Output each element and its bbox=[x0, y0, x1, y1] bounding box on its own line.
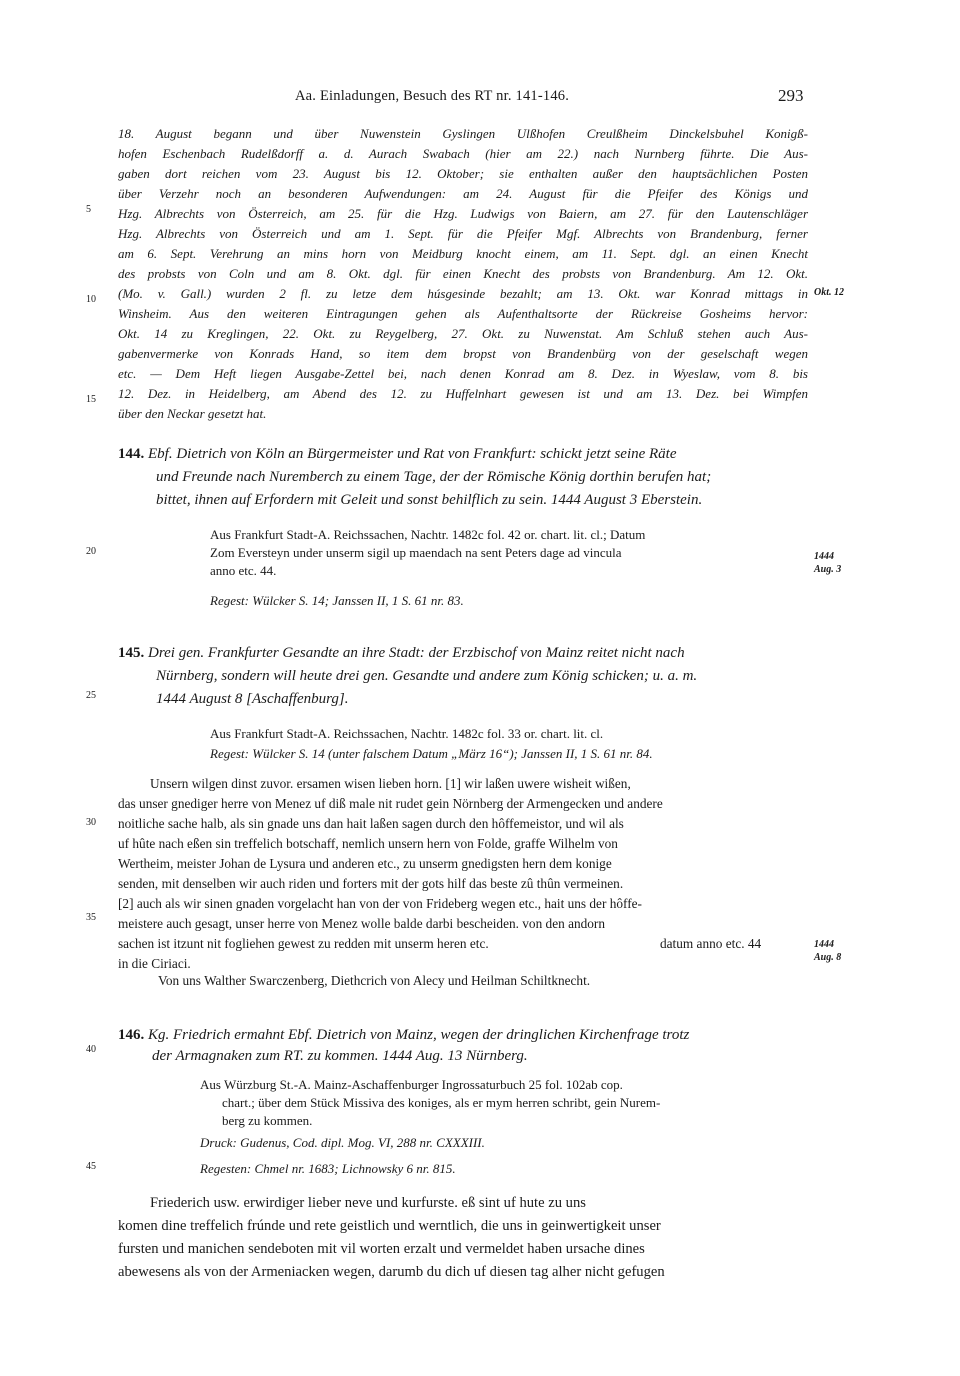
text-line: des probsts von Coln und am 8. Okt. dgl. für einen Knecht des probsts von Brandenburg. Am 12. Okt. bbox=[118, 266, 808, 281]
text-line: noitliche sache halb, als sin gnade uns dan hait laßen sagen durch den hôffemeistor, und wil als bbox=[118, 816, 624, 831]
text-line: sachen ist itzunt nit fogliehen gewest zu redden mit unserm heren etc. bbox=[118, 936, 489, 951]
doc-heading-line: bittet, ihnen auf Erfordern mit Geleit und sonst behilflich zu sein. 1444 August 3 Eberstein. bbox=[156, 492, 703, 508]
doc-heading-line: 144. Ebf. Dietrich von Köln an Bürgermeister und Rat von Frankfurt: schickt jetzt seine Räte bbox=[118, 446, 677, 462]
doc-heading-line: und Freunde nach Nuremberch zu einem Tage, der der Römische König dorthin berufen hat; bbox=[156, 469, 712, 485]
text-line: am 6. Sept. Verehrung an mins horn von Meidburg knocht einem, am 11. Sept. dgl. an einen Knecht bbox=[118, 246, 808, 261]
source-line: Aus Würzburg St.-A. Mainz-Aschaffenburger Ingrossaturbuch 25 fol. 102ab cop. bbox=[200, 1077, 623, 1092]
doc-number: 146. bbox=[118, 1027, 145, 1043]
margin-date: 1444 Aug. 3 bbox=[814, 551, 842, 575]
text-line: Unsern wilgen dinst zuvor. ersamen wisen lieben horn. [1] wir laßen uwere wisheit wißen, bbox=[150, 776, 631, 791]
text-line: Hzg. Albrechts von Österreich und am 1. Sept. für die Pfeifer Mgf. Albrechts von Brandenburg, ferner bbox=[118, 226, 808, 241]
druck-line: Druck: Gudenus, Cod. dipl. Mog. VI, 288 nr. CXXXIII. bbox=[200, 1135, 485, 1150]
source-line: Aus Frankfurt Stadt-A. Reichssachen, Nachtr. 1482c fol. 33 or. chart. lit. cl. bbox=[210, 726, 604, 741]
text-line: gaben dort reichen vom 23. August bis 12. Oktober; sie enthalten außer den hauptsächlichen Posten bbox=[118, 166, 808, 181]
text-line: Okt. 14 zu Kreglingen, 22. Okt. zu Reygelberg, 27. Okt. zu Nuwenstat. Am Schluß stehen auch Aus- bbox=[118, 326, 808, 341]
text-line: Hzg. Albrechts von Österreich, am 25. für die Hzg. Ludwigs von Baiern, am 27. für den Lautenschläger bbox=[118, 206, 808, 221]
doc-heading-line: der Armagnaken zum RT. zu kommen. 1444 Aug. 13 Nürnberg. bbox=[152, 1048, 528, 1064]
text-line: meistere auch gesagt, unser herre von Menez wolle balde darbi bescheiden. von den andorn bbox=[118, 916, 605, 931]
line-number: 30 bbox=[86, 817, 96, 828]
margin-note: Okt. 12 bbox=[814, 287, 844, 298]
line-number: 10 bbox=[86, 294, 96, 305]
doc-heading-line: 145. Drei gen. Frankfurter Gesandte an ihre Stadt: der Erzbischof von Mainz reitet nicht nach bbox=[118, 645, 685, 661]
regest-line: Regest: Wülcker S. 14; Janssen II, 1 S. 61 nr. 83. bbox=[210, 593, 464, 608]
text-line: Winsheim. Aus den weiteren Eintragungen gehen als Aufenthaltsorte der Rückreise Gosheims hervor: bbox=[118, 306, 808, 321]
text-line: in die Ciriaci. bbox=[118, 956, 191, 971]
doc-heading-line: Nürnberg, sondern will heute drei gen. Gesandte und andere zum König schicken; u. a. m. bbox=[156, 668, 698, 684]
text-line: fursten und manichen sendeboten mit vil worten erzalt und vermeldet haben ursache dines bbox=[118, 1241, 645, 1257]
signature-line: Von uns Walther Swarczenberg, Diethcrich von Alecy und Heilman Schiltknecht. bbox=[158, 973, 591, 988]
text-line: über Verzehr noch an besonderen Aufwendungen: am 24. August für die Pfeifer des Königs und bbox=[118, 186, 808, 201]
line-number: 20 bbox=[86, 546, 96, 557]
regest-line: Regest: Wülcker S. 14 (unter falschem Datum „März 16“); Janssen II, 1 S. 61 nr. 84. bbox=[210, 746, 653, 761]
text-line: gabenvermerke von Konrads Hand, so item dem bropst von Brandenbürg von der geselschaft wegen bbox=[118, 346, 808, 361]
source-line: anno etc. 44. bbox=[210, 563, 277, 578]
text-line: über den Neckar gesetzt hat. bbox=[118, 406, 267, 421]
doc-number: 144. bbox=[118, 446, 145, 462]
line-number: 40 bbox=[86, 1044, 96, 1055]
doc-heading-line: 1444 August 8 [Aschaffenburg]. bbox=[156, 691, 349, 707]
line-number: 35 bbox=[86, 912, 96, 923]
margin-date: 1444 Aug. 8 bbox=[814, 939, 842, 963]
source-line: chart.; über dem Stück Missiva des koniges, als er mym herren schribt, gein Nurem- bbox=[222, 1095, 661, 1110]
doc-number: 145. bbox=[118, 645, 145, 661]
text-line: uf hûte nach eßen sin treffelich botschaff, nemlich unsern hern von Folde, graffe Wilhelm von bbox=[118, 836, 618, 851]
datum-text: datum anno etc. 44 bbox=[660, 936, 762, 951]
text-line: 18. August begann und über Nuwenstein Gyslingen Ulßhofen Creulßheim Dinckelsbuhel Konigß- bbox=[118, 126, 808, 141]
line-number: 45 bbox=[86, 1161, 96, 1172]
line-number: 25 bbox=[86, 690, 96, 701]
page-number: 293 bbox=[778, 86, 804, 105]
regesten-line: Regesten: Chmel nr. 1683; Lichnowsky 6 nr. 815. bbox=[200, 1161, 456, 1176]
text-line: (Mo. v. Gall.) wurden 2 fl. zu letze dem húsgesinde bezahlt; am 13. Okt. war Konrad mittags in bbox=[118, 286, 808, 301]
text-line: Wertheim, meister Johan de Lysura und anderen etc., zu unserm gnedigsten hern dem konige bbox=[118, 856, 612, 871]
text-line: etc. — Dem Heft liegen Ausgabe-Zettel bei, nach denen Konrad am 8. Dez. in Wyeslaw, vom 8. bis bbox=[118, 366, 808, 381]
text-line: [2] auch als wir sinen gnaden vorgelacht han von der von Frideberg wegen etc., hait uns der hôffe- bbox=[118, 896, 642, 911]
running-header: Aa. Einladungen, Besuch des RT nr. 141-146. bbox=[295, 88, 570, 104]
text-line: komen dine treffelich frúnde und rete geistlich und werntlich, die uns in geinwertigkeit unser bbox=[118, 1218, 661, 1234]
source-line: Aus Frankfurt Stadt-A. Reichssachen, Nachtr. 1482c fol. 42 or. chart. lit. cl.; Datum bbox=[210, 527, 646, 542]
text-line: 12. Dez. in Heidelberg, am Abend des 12. zu Huffelnhart gewesen ist und am 13. Dez. bei Wimpfen bbox=[118, 386, 808, 401]
text-line: hofen Eschenbach Rudelßdorff a. d. Aurach Swabach (hier am 22.) nach Nurnberg führte. Die Aus- bbox=[118, 146, 808, 161]
line-number: 5 bbox=[86, 204, 91, 215]
source-line: Zom Eversteyn under unserm sigil up maendach na sent Peters dage ad vincula bbox=[210, 545, 622, 560]
text-line: senden, mit denselben wir auch riden und forters mit der gots hilf das beste zû thûn vermeinen. bbox=[118, 876, 624, 891]
text-line: Friederich usw. erwirdiger lieber neve und kurfurste. eß sint uf hute zu uns bbox=[150, 1195, 586, 1211]
text-line: abewesens als von der Armeniacken wegen, darumb du dich uf diesen tag alher nicht gefugen bbox=[118, 1264, 665, 1280]
source-line: berg zu kommen. bbox=[222, 1113, 313, 1128]
doc-heading-line: 146. Kg. Friedrich ermahnt Ebf. Dietrich von Mainz, wegen der dringlichen Kirchenfrage trotz bbox=[118, 1027, 690, 1043]
text-line: das unser gnediger herre von Menez uf diß male nit rudet gein Nörnberg der Armengecken und andere bbox=[118, 796, 663, 811]
line-number: 15 bbox=[86, 394, 96, 405]
